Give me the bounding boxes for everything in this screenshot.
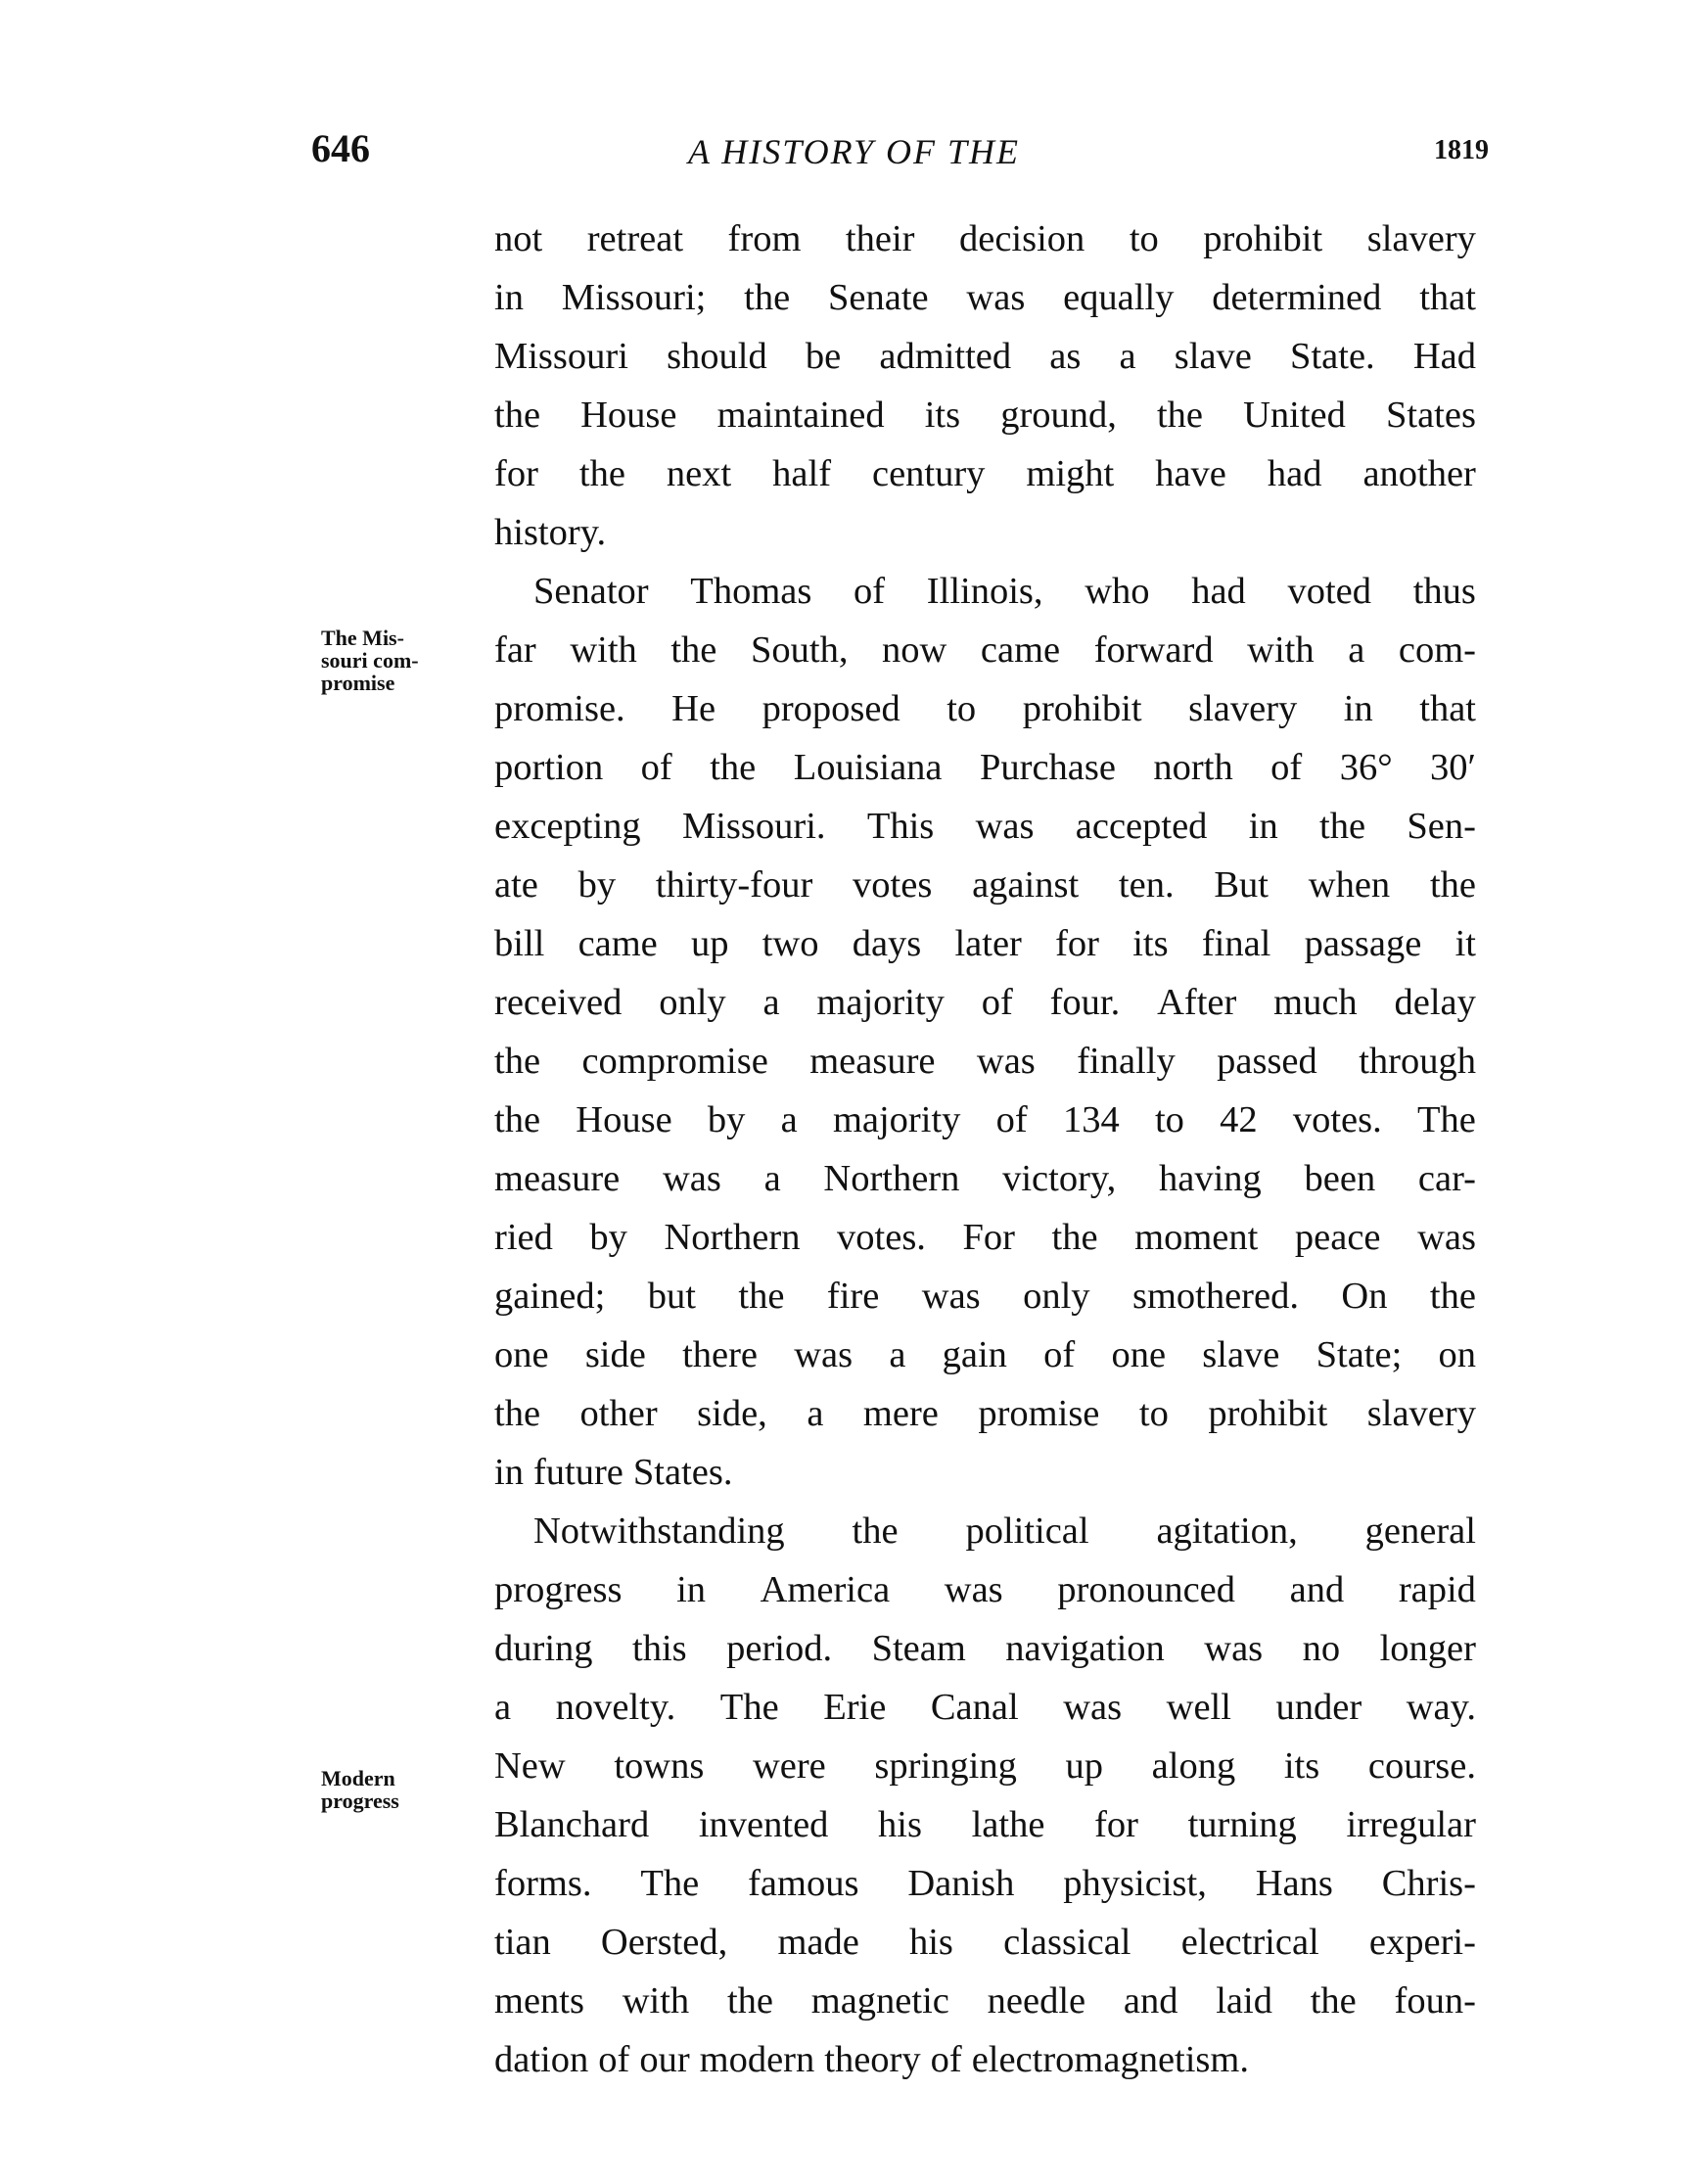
text-line: the other side, a mere promise to prohibit slavery — [494, 1393, 1476, 1434]
header-year: 1819 — [1434, 135, 1489, 165]
text-line: not retreat from their decision to prohibit slavery — [494, 218, 1476, 259]
text-line: history. — [494, 512, 607, 553]
text-line: Missouri should be admitted as a slave State. Had — [494, 336, 1476, 377]
text-line: the House by a majority of 134 to 42 votes. The — [494, 1099, 1476, 1140]
margin-note-line: progress — [321, 1789, 399, 1813]
text-line: New towns were springing up along its course. — [494, 1745, 1476, 1787]
text-line: excepting Missouri. This was accepted in the Sen- — [494, 806, 1476, 847]
text-line: a novelty. The Erie Canal was well under way. — [494, 1687, 1476, 1728]
text-line: Senator Thomas of Illinois, who had voted thus — [533, 571, 1476, 612]
margin-note-modern-progress — [321, 1767, 399, 1812]
body-text — [494, 209, 1476, 2089]
text-line: promise. He proposed to prohibit slavery in that — [494, 688, 1476, 729]
margin-note-line: promise — [321, 671, 395, 695]
text-line: received only a majority of four. After much delay — [494, 982, 1476, 1023]
text-line: gained; but the fire was only smothered. On the — [494, 1276, 1476, 1317]
text-line: for the next half century might have had another — [494, 453, 1476, 494]
text-line: the compromise measure was finally passed through — [494, 1041, 1476, 1082]
text-line: one side there was a gain of one slave State; on — [494, 1334, 1476, 1375]
paragraph — [494, 1502, 1476, 2089]
text-line: dation of our modern theory of electromagnetism. — [494, 2039, 1249, 2080]
running-title: A HISTORY OF THE — [687, 132, 1021, 171]
text-line: progress in America was pronounced and rapid — [494, 1569, 1476, 1610]
text-line: during this period. Steam navigation was no longer — [494, 1628, 1476, 1669]
text-line: the House maintained its ground, the United States — [494, 395, 1476, 436]
text-line: Blanchard invented his lathe for turning irregular — [494, 1804, 1476, 1845]
text-line: Notwithstanding the political agitation, general — [533, 1510, 1476, 1552]
text-line: portion of the Louisiana Purchase north of 36° 30′ — [494, 747, 1476, 788]
text-line: forms. The famous Danish physicist, Hans Chris- — [494, 1863, 1476, 1904]
margin-note-line: The Mis- — [321, 626, 404, 650]
page-number: 646 — [311, 126, 370, 170]
margin-note-line: Modern — [321, 1766, 395, 1790]
text-line: in future States. — [494, 1452, 733, 1493]
text-line: ments with the magnetic needle and laid the foun- — [494, 1980, 1476, 2021]
paragraph — [494, 562, 1476, 1502]
paragraph — [494, 209, 1476, 562]
margin-note-line: souri com- — [321, 648, 419, 673]
text-line: in Missouri; the Senate was equally determined that — [494, 277, 1476, 318]
text-line: tian Oersted, made his classical electrical experi- — [494, 1922, 1476, 1963]
margin-note-missouri-compromise — [321, 627, 419, 694]
text-line: measure was a Northern victory, having been car- — [494, 1158, 1476, 1199]
text-line: ried by Northern votes. For the moment peace was — [494, 1217, 1476, 1258]
text-line: far with the South, now came forward with a com- — [494, 629, 1476, 671]
text-line: bill came up two days later for its final passage it — [494, 923, 1476, 964]
text-line: ate by thirty-four votes against ten. But when the — [494, 864, 1476, 906]
